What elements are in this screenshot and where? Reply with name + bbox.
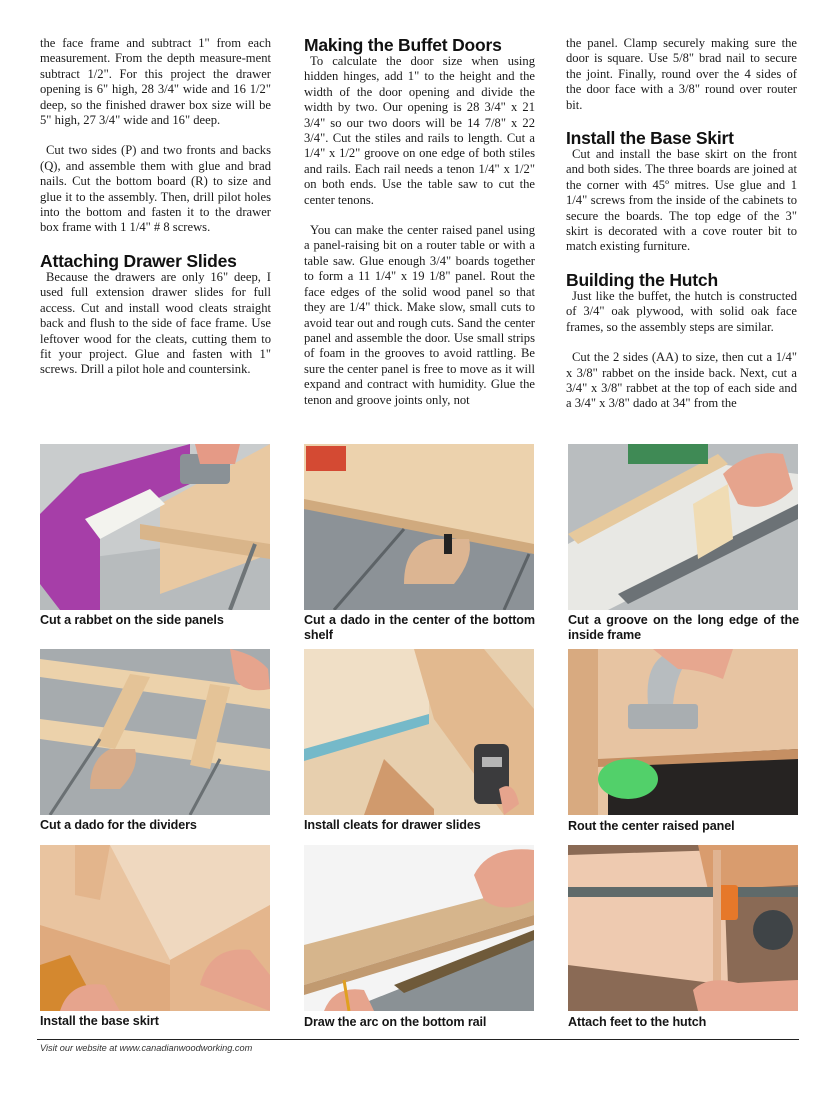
section-heading-base-skirt: Install the Base Skirt <box>566 128 734 149</box>
paragraph: You can make the center raised panel using a panel-raising bit on a router table or with a table saw. Glue enough 3/4" boards together to form a 11 1/4" x 19 1/8" panel. Rout the face edges of the solid wood panel so that they are 1/4" thick. Make slow, small cuts to avoid tear out and rough cuts. Sand the center panel and assemble the door. Use small strips of foam in the grooves to avoid rattling. Be sure the center panel is free to move as it will expand and contract with humidity. Glue the tenon and groove joints only, not <box>304 223 535 407</box>
paragraph: the face frame and subtract 1" from each measurement. From the depth measure-ment subtract 1/2". For this project the drawer opening is 6" high, 28 3/4" wide and 16 1/2" deep, so the finished drawer box size will be 5" high, 27 3/4" wide and 16" deep. <box>40 36 271 128</box>
section-heading-buffet-doors: Making the Buffet Doors <box>304 35 502 55</box>
photo-caption: Draw the arc on the bottom rail <box>304 1015 487 1029</box>
groove-cut-photo <box>568 444 798 610</box>
paragraph: Cut two sides (P) and two fronts and backs (Q), and assemble them with glue and brad nails. Cut the bottom board (R) to size and glue it to the assembly. Then, drill pilot holes into the bottom and fasten it to the drawer box frame with 1 1/4" # 8 screws. <box>40 143 271 235</box>
photo-caption: Cut a groove on the long edge of the inside frame <box>568 613 799 642</box>
paragraph: Cut the 2 sides (AA) to size, then cut a 1/4" x 3/8" rabbet on the inside back. Next, cut a 3/4" x 3/8" rabbet at the top of each side and a 3/4" x 3/8" dado at 34" from the <box>566 350 797 411</box>
paragraph: the panel. Clamp securely making sure the door is square. Use 5/8" brad nail to secure the joint. Finally, round over the 4 sides of the door face with a 3/8" round over router bit. <box>566 36 797 112</box>
cleats-photo <box>304 649 534 815</box>
arc-drawing-photo <box>304 845 534 1011</box>
hutch-feet-photo <box>568 845 798 1011</box>
rabbet-cut-photo <box>40 444 270 610</box>
photo-caption: Attach feet to the hutch <box>568 1015 707 1029</box>
text-column-1 <box>40 36 271 378</box>
photo-caption: Rout the center raised panel <box>568 819 735 833</box>
paragraph: Cut and install the base skirt on the front and both sides. The three boards are joined at the corner with 45º mitres. Use glue and 1 1/4" screws from the inside of the cabinets to secure the boards. The top edge of the 3" skirt is decorated with a cove router bit to match existing furniture. <box>566 147 797 254</box>
photo-caption: Install the base skirt <box>40 1014 159 1028</box>
section-heading-drawer-slides: Attaching Drawer Slides <box>40 250 237 271</box>
router-panel-photo <box>568 649 798 815</box>
text-column-3 <box>566 36 797 412</box>
text-column-2 <box>304 36 535 408</box>
photo-caption: Install cleats for drawer slides <box>304 818 481 832</box>
photo-caption: Cut a dado for the dividers <box>40 818 197 832</box>
paragraph: To calculate the door size when using hidden hinges, add 1" to the height and the width of the door opening and divide the width by two. Our opening is 28 3/4" x 21 3/4" so our two doors will be 14 7/8" x 22 3/4". Cut the stiles and rails to length. Cut a 1/4" x 1/2" groove on one edge of both stiles and rails. Each rail needs a tenon 1/4" x 1/2" on both ends. Use the table saw to cut the center tenons. <box>304 54 535 207</box>
base-skirt-photo <box>40 845 270 1011</box>
divider-dado-photo <box>40 649 270 815</box>
footer-website-note: Visit our website at www.canadianwoodworking.com <box>40 1043 253 1053</box>
footer-divider <box>37 1039 799 1040</box>
paragraph: Just like the buffet, the hutch is constructed of 3/4" oak plywood, with solid oak face frames, so the assembly steps are similar. <box>566 288 797 334</box>
photo-caption: Cut a dado in the center of the bottom shelf <box>304 613 535 642</box>
paragraph: Because the drawers are only 16" deep, I used full extension drawer slides for full access. Cut and install wood cleats straight back and flush to the side of face frame. Use leftover wood for the cleats, cutting them to fit your project. Glue and fasten with 1" screws. Drill a pilot hole and countersink. <box>40 269 271 377</box>
photo-caption: Cut a rabbet on the side panels <box>40 613 224 627</box>
section-heading-hutch: Building the Hutch <box>566 269 718 290</box>
dado-cut-photo <box>304 444 534 610</box>
